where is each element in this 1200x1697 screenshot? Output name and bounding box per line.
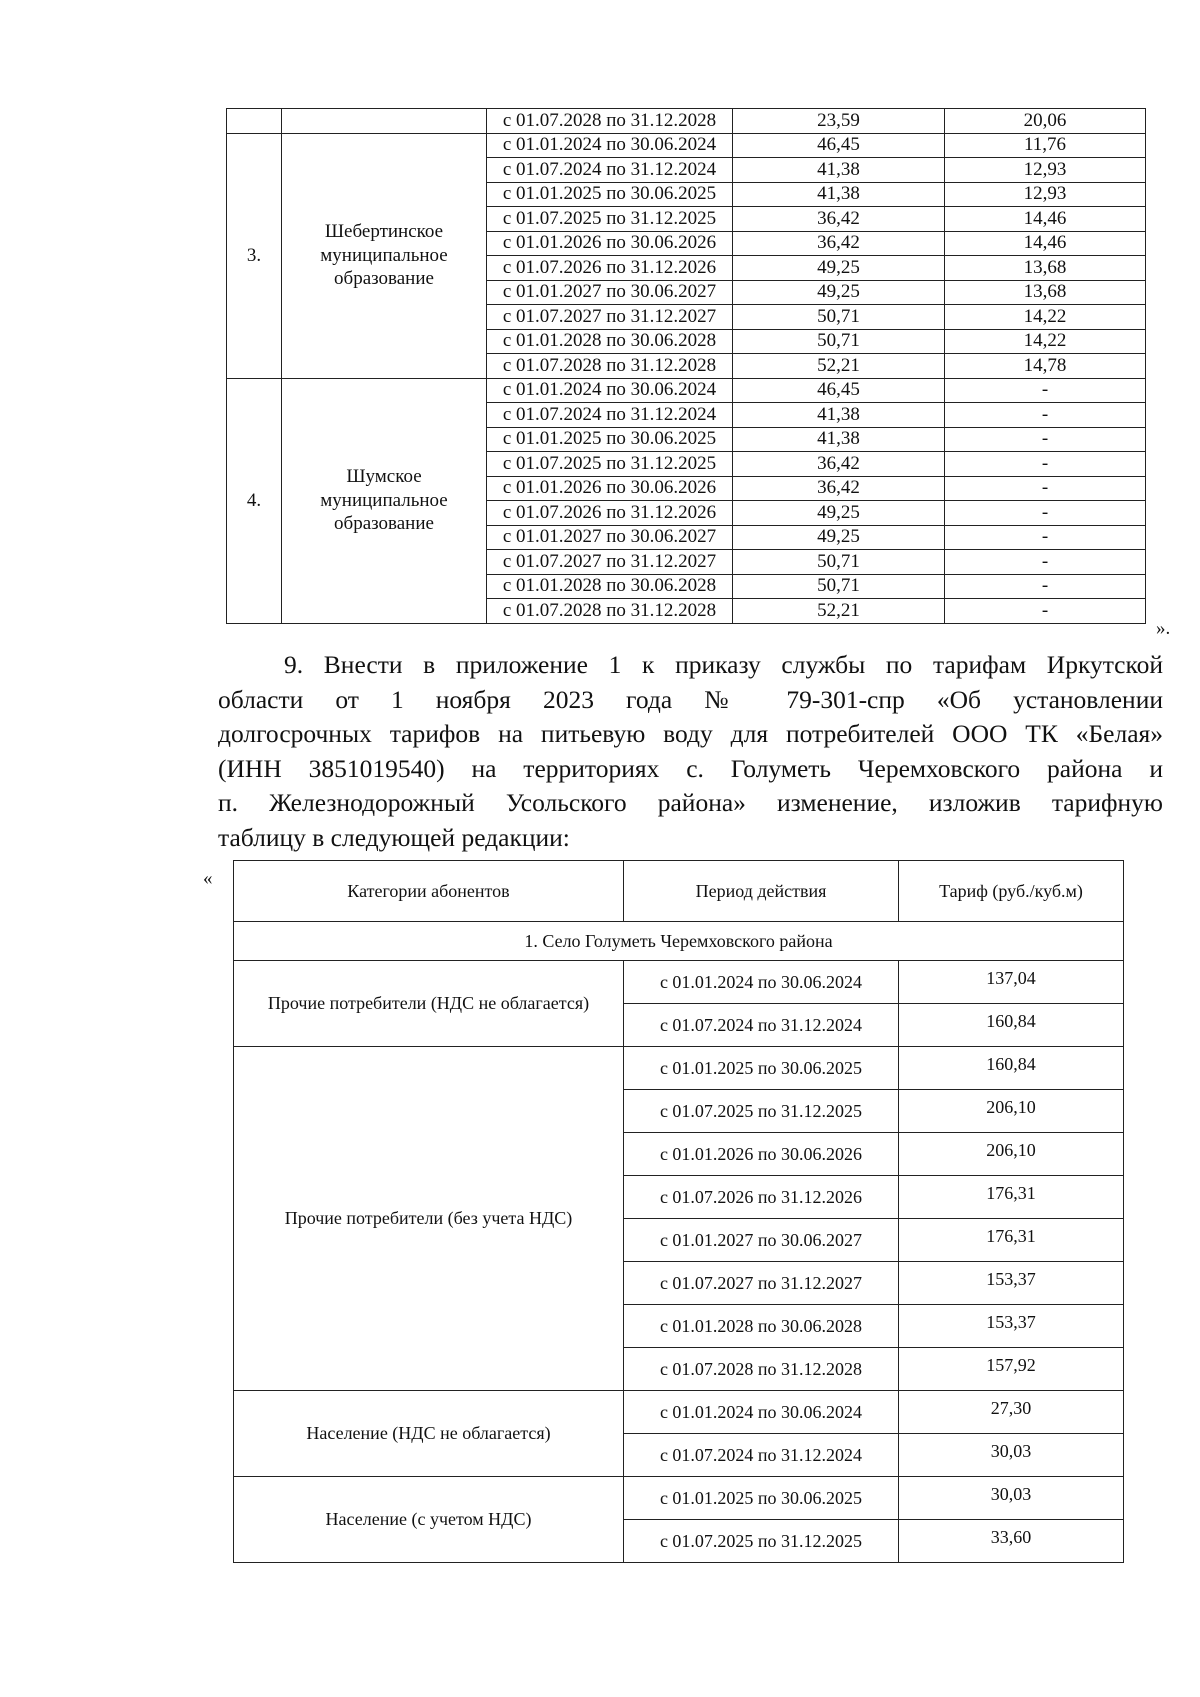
row-number: 4. [227, 378, 282, 623]
value-cell: 49,25 [733, 280, 945, 305]
period-cell: с 01.07.2026 по 31.12.2026 [624, 1176, 899, 1219]
value-cell: - [945, 427, 1146, 452]
period-cell: с 01.01.2028 по 30.06.2028 [487, 574, 733, 599]
period-cell: с 01.07.2025 по 31.12.2025 [487, 452, 733, 477]
header-period: Период действия [624, 861, 899, 922]
paragraph-line: (ИНН 3851019540) на территориях с. Голуметь Черемховского района и [218, 753, 1163, 783]
period-cell: с 01.07.2026 по 31.12.2026 [487, 501, 733, 526]
period-cell: с 01.07.2024 по 31.12.2024 [487, 158, 733, 183]
period-cell: с 01.01.2028 по 30.06.2028 [624, 1305, 899, 1348]
value-cell: 12,93 [945, 182, 1146, 207]
value-cell: - [945, 599, 1146, 624]
tariff-cell: 206,10 [899, 1090, 1124, 1133]
value-cell: - [945, 476, 1146, 501]
period-cell: с 01.07.2028 по 31.12.2028 [487, 599, 733, 624]
municipality-name: Шебертинское муниципальное образование [282, 133, 487, 378]
tariff-cell: 30,03 [899, 1477, 1124, 1520]
value-cell: 23,59 [733, 109, 945, 134]
opening-quote: « [203, 868, 213, 889]
category-cell: Прочие потребители (без учета НДС) [234, 1047, 624, 1391]
paragraph-line: п. Железнодорожный Усольского района» изменение, изложив тарифную [218, 788, 1163, 817]
tariff-cell: 160,84 [899, 1047, 1124, 1090]
period-cell: с 01.01.2026 по 30.06.2026 [487, 476, 733, 501]
value-cell: 13,68 [945, 280, 1146, 305]
period-cell: с 01.01.2024 по 30.06.2024 [624, 961, 899, 1004]
header-tariff: Тариф (руб./куб.м) [899, 861, 1124, 922]
value-cell: 50,71 [733, 550, 945, 575]
tariff-cell: 33,60 [899, 1520, 1124, 1563]
header-category: Категории абонентов [234, 861, 624, 922]
value-cell: 13,68 [945, 256, 1146, 281]
period-cell: с 01.07.2025 по 31.12.2025 [487, 207, 733, 232]
period-cell: с 01.01.2024 по 30.06.2024 [487, 133, 733, 158]
value-cell: 52,21 [733, 354, 945, 379]
period-cell: с 01.01.2024 по 30.06.2024 [487, 378, 733, 403]
period-cell: с 01.07.2024 по 31.12.2024 [624, 1434, 899, 1477]
value-cell: 11,76 [945, 133, 1146, 158]
value-cell: 41,38 [733, 403, 945, 428]
value-cell: 49,25 [733, 501, 945, 526]
period-cell: с 01.07.2025 по 31.12.2025 [624, 1090, 899, 1133]
period-cell: с 01.01.2025 по 30.06.2025 [624, 1477, 899, 1520]
value-cell: 14,78 [945, 354, 1146, 379]
period-cell: с 01.01.2026 по 30.06.2026 [487, 231, 733, 256]
closing-quote: ». [1156, 618, 1171, 639]
value-cell: 50,71 [733, 329, 945, 354]
value-cell: 36,42 [733, 231, 945, 256]
period-cell: с 01.07.2025 по 31.12.2025 [624, 1520, 899, 1563]
category-cell: Прочие потребители (НДС не облагается) [234, 961, 624, 1047]
value-cell: 41,38 [733, 158, 945, 183]
value-cell: 36,42 [733, 476, 945, 501]
period-cell: с 01.07.2028 по 31.12.2028 [624, 1348, 899, 1391]
paragraph-line: долгосрочных тарифов на питьевую воду для потребителей ООО ТК «Белая» [218, 719, 1163, 748]
municipality-name [282, 109, 487, 134]
period-cell: с 01.07.2024 по 31.12.2024 [624, 1004, 899, 1047]
period-cell: с 01.01.2025 по 30.06.2025 [624, 1047, 899, 1090]
table-row [227, 109, 1146, 134]
table-header-row [234, 861, 1124, 922]
municipality-name: Шумское муниципальное образование [282, 378, 487, 623]
period-cell: с 01.01.2024 по 30.06.2024 [624, 1391, 899, 1434]
value-cell: - [945, 525, 1146, 550]
period-cell: с 01.07.2028 по 31.12.2028 [487, 109, 733, 134]
period-cell: с 01.07.2027 по 31.12.2027 [624, 1262, 899, 1305]
section-title: 1. Село Голуметь Черемховского района [234, 922, 1124, 961]
paragraph-line: области от 1 ноября 2023 года № 79-301-спр «Об установлении [218, 684, 1163, 714]
tariff-cell: 206,10 [899, 1133, 1124, 1176]
period-cell: с 01.01.2027 по 30.06.2027 [487, 525, 733, 550]
section-row [234, 922, 1124, 961]
paragraph-line: таблицу в следующей редакции: [218, 822, 570, 852]
period-cell: с 01.07.2028 по 31.12.2028 [487, 354, 733, 379]
period-cell: с 01.07.2026 по 31.12.2026 [487, 256, 733, 281]
value-cell: 14,22 [945, 329, 1146, 354]
value-cell: 14,22 [945, 305, 1146, 330]
tariff-cell: 157,92 [899, 1348, 1124, 1391]
value-cell: 49,25 [733, 525, 945, 550]
table-row [234, 961, 1124, 1004]
table-row [234, 1391, 1124, 1434]
period-cell: с 01.01.2027 по 30.06.2027 [624, 1219, 899, 1262]
tariff-table-continuation [226, 108, 1146, 624]
paragraph-line: 9. Внести в приложение 1 к приказу службы по тарифам Иркутской [284, 650, 1163, 679]
tariff-cell: 153,37 [899, 1262, 1124, 1305]
value-cell: - [945, 501, 1146, 526]
value-cell: 50,71 [733, 574, 945, 599]
value-cell: 46,45 [733, 378, 945, 403]
value-cell: 20,06 [945, 109, 1146, 134]
value-cell: - [945, 574, 1146, 599]
tariff-cell: 176,31 [899, 1219, 1124, 1262]
period-cell: с 01.01.2025 по 30.06.2025 [487, 427, 733, 452]
value-cell: - [945, 550, 1146, 575]
value-cell: - [945, 452, 1146, 477]
table-row [227, 378, 1146, 403]
tariff-cell: 160,84 [899, 1004, 1124, 1047]
period-cell: с 01.01.2026 по 30.06.2026 [624, 1133, 899, 1176]
period-cell: с 01.07.2027 по 31.12.2027 [487, 305, 733, 330]
category-cell: Население (с учетом НДС) [234, 1477, 624, 1563]
value-cell: 12,93 [945, 158, 1146, 183]
period-cell: с 01.01.2027 по 30.06.2027 [487, 280, 733, 305]
value-cell: 14,46 [945, 231, 1146, 256]
value-cell: 50,71 [733, 305, 945, 330]
category-cell: Население (НДС не облагается) [234, 1391, 624, 1477]
amendment-paragraph [218, 648, 1163, 855]
row-number [227, 109, 282, 134]
tariff-table-golumet [233, 860, 1124, 1563]
value-cell: 36,42 [733, 207, 945, 232]
value-cell: 41,38 [733, 427, 945, 452]
value-cell: 46,45 [733, 133, 945, 158]
tariff-cell: 137,04 [899, 961, 1124, 1004]
table-row [234, 1047, 1124, 1090]
tariff-cell: 153,37 [899, 1305, 1124, 1348]
table-row [234, 1477, 1124, 1520]
value-cell: - [945, 378, 1146, 403]
value-cell: 52,21 [733, 599, 945, 624]
period-cell: с 01.01.2028 по 30.06.2028 [487, 329, 733, 354]
tariff-cell: 176,31 [899, 1176, 1124, 1219]
period-cell: с 01.01.2025 по 30.06.2025 [487, 182, 733, 207]
value-cell: 49,25 [733, 256, 945, 281]
table-row [227, 133, 1146, 158]
value-cell: 36,42 [733, 452, 945, 477]
value-cell: - [945, 403, 1146, 428]
value-cell: 14,46 [945, 207, 1146, 232]
period-cell: с 01.07.2024 по 31.12.2024 [487, 403, 733, 428]
tariff-cell: 30,03 [899, 1434, 1124, 1477]
row-number: 3. [227, 133, 282, 378]
value-cell: 41,38 [733, 182, 945, 207]
tariff-cell: 27,30 [899, 1391, 1124, 1434]
period-cell: с 01.07.2027 по 31.12.2027 [487, 550, 733, 575]
